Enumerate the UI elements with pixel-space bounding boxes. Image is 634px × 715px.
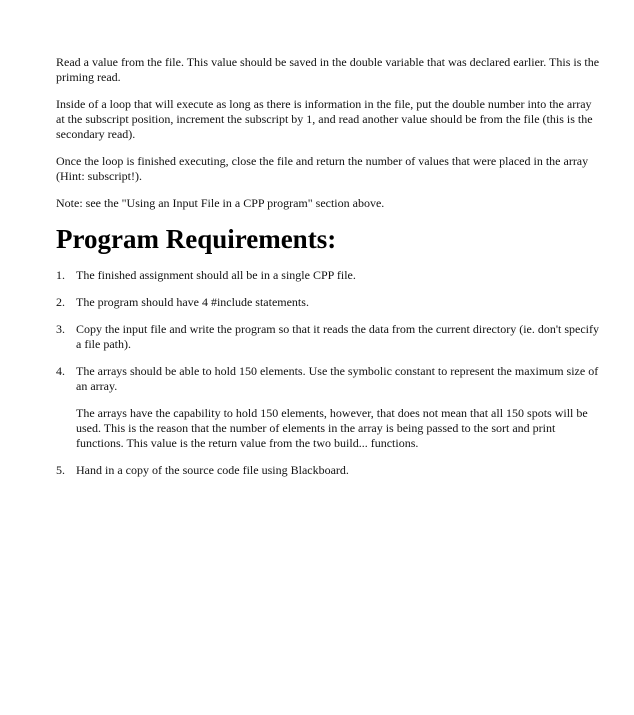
paragraph-close-file: Once the loop is finished executing, close the file and return the number of values that were placed in the array (Hint: subscript!). (56, 154, 589, 183)
requirement-item (56, 364, 601, 451)
requirement-text: The arrays should be able to hold 150 elements. Use the symbolic constant to represent the maximum size of an array. (76, 364, 599, 393)
requirement-subtext: The arrays have the capability to hold 150 elements, however, that does not mean that all 150 spots will be used. This is the reason that the number of elements in the array is being passed to the sort and print functions. This value is the return value from the two build... functions. (76, 406, 588, 450)
requirement-number: 3. (56, 322, 65, 336)
requirement-text: Hand in a copy of the source code file using Blackboard. (76, 463, 349, 477)
requirement-item (56, 463, 601, 478)
section-heading: Program Requirements: (56, 224, 337, 254)
paragraph-loop: Inside of a loop that will execute as long as there is information in the file, put the double number into the array at the subscript position, increment the subscript by 1, and read another value should be from the file (this is the secondary read). (56, 97, 593, 141)
requirement-number: 4. (56, 364, 65, 378)
requirement-item (56, 322, 601, 352)
requirement-number: 2. (56, 295, 65, 309)
requirement-item (56, 295, 601, 310)
paragraph-note: Note: see the "Using an Input File in a CPP program" section above. (56, 196, 385, 210)
requirement-number: 5. (56, 463, 65, 477)
requirement-item (56, 268, 601, 283)
requirement-text: The program should have 4 #include statements. (76, 295, 309, 309)
requirement-text: The finished assignment should all be in a single CPP file. (76, 268, 356, 282)
document-content (56, 55, 601, 490)
requirements-list (56, 268, 601, 478)
requirement-text: Copy the input file and write the program so that it reads the data from the current directory (ie. don't specify a file path). (76, 322, 599, 351)
paragraph-priming-read: Read a value from the file. This value should be saved in the double variable that was declared earlier. This is the priming read. (56, 55, 600, 84)
requirement-number: 1. (56, 268, 65, 282)
